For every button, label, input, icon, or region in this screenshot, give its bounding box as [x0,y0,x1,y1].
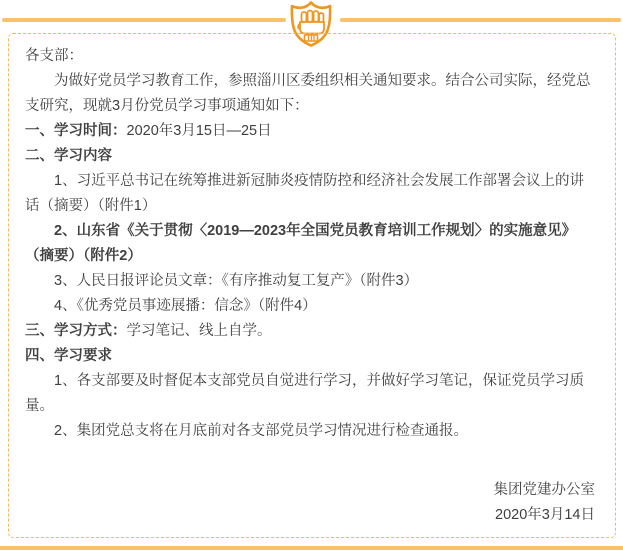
top-divider-rule-right [340,18,621,22]
bottom-divider-rule [0,546,623,550]
section-learning-time [25,119,597,144]
requirement-item-2: 2、集团党总支将在月底前对各支部党员学习情况进行检查通报。 [54,423,469,439]
signature-block [25,478,597,528]
signature-date: 2020年3月14日 [495,507,595,523]
section-learning-content-heading [25,144,597,169]
requirement-item-1: 1、各支部要及时督促本支部党员自觉进行学习，并做好学习笔记，保证党员学习质量。 [25,373,585,414]
top-divider-rule-left [2,18,286,22]
section-learning-method-value: 学习笔记、线上自学。 [126,323,272,339]
section-learning-requirements-heading-text: 四、学习要求 [25,348,112,364]
salutation: 各支部： [25,48,83,64]
notice-body [8,33,616,538]
section-learning-time-heading: 一、学习时间： [25,123,127,139]
signature-office: 集团党建办公室 [493,482,595,498]
learning-content-item-4: 4、《优秀党员事迹展播：信念》（附件4） [54,298,317,314]
section-learning-requirements-heading [25,344,597,369]
learning-content-item-3: 3、人民日报评论员文章：《有序推动复工复产》（附件3） [54,273,419,289]
section-learning-content-heading-text: 二、学习内容 [25,148,112,164]
section-learning-time-value: 2020年3月15日—25日 [126,123,272,139]
learning-content-item-1: 1、习近平总书记在统筹推进新冠肺炎疫情防控和经济社会发展工作部署会议上的讲话（摘要）（附件1） [25,173,585,214]
section-learning-method [25,319,597,344]
intro-paragraph: 为做好党员学习教育工作，参照淄川区委组织相关通知要求。结合公司实际，经党总支研究，现就3月份党员学习事项通知如下： [25,73,591,114]
learning-content-item-2: 2、山东省《关于贯彻〈2019—2023年全国党员教育培训工作规划〉的实施意见》（摘要）（附件2） [25,223,577,264]
section-learning-method-heading: 三、学习方式： [25,323,127,339]
